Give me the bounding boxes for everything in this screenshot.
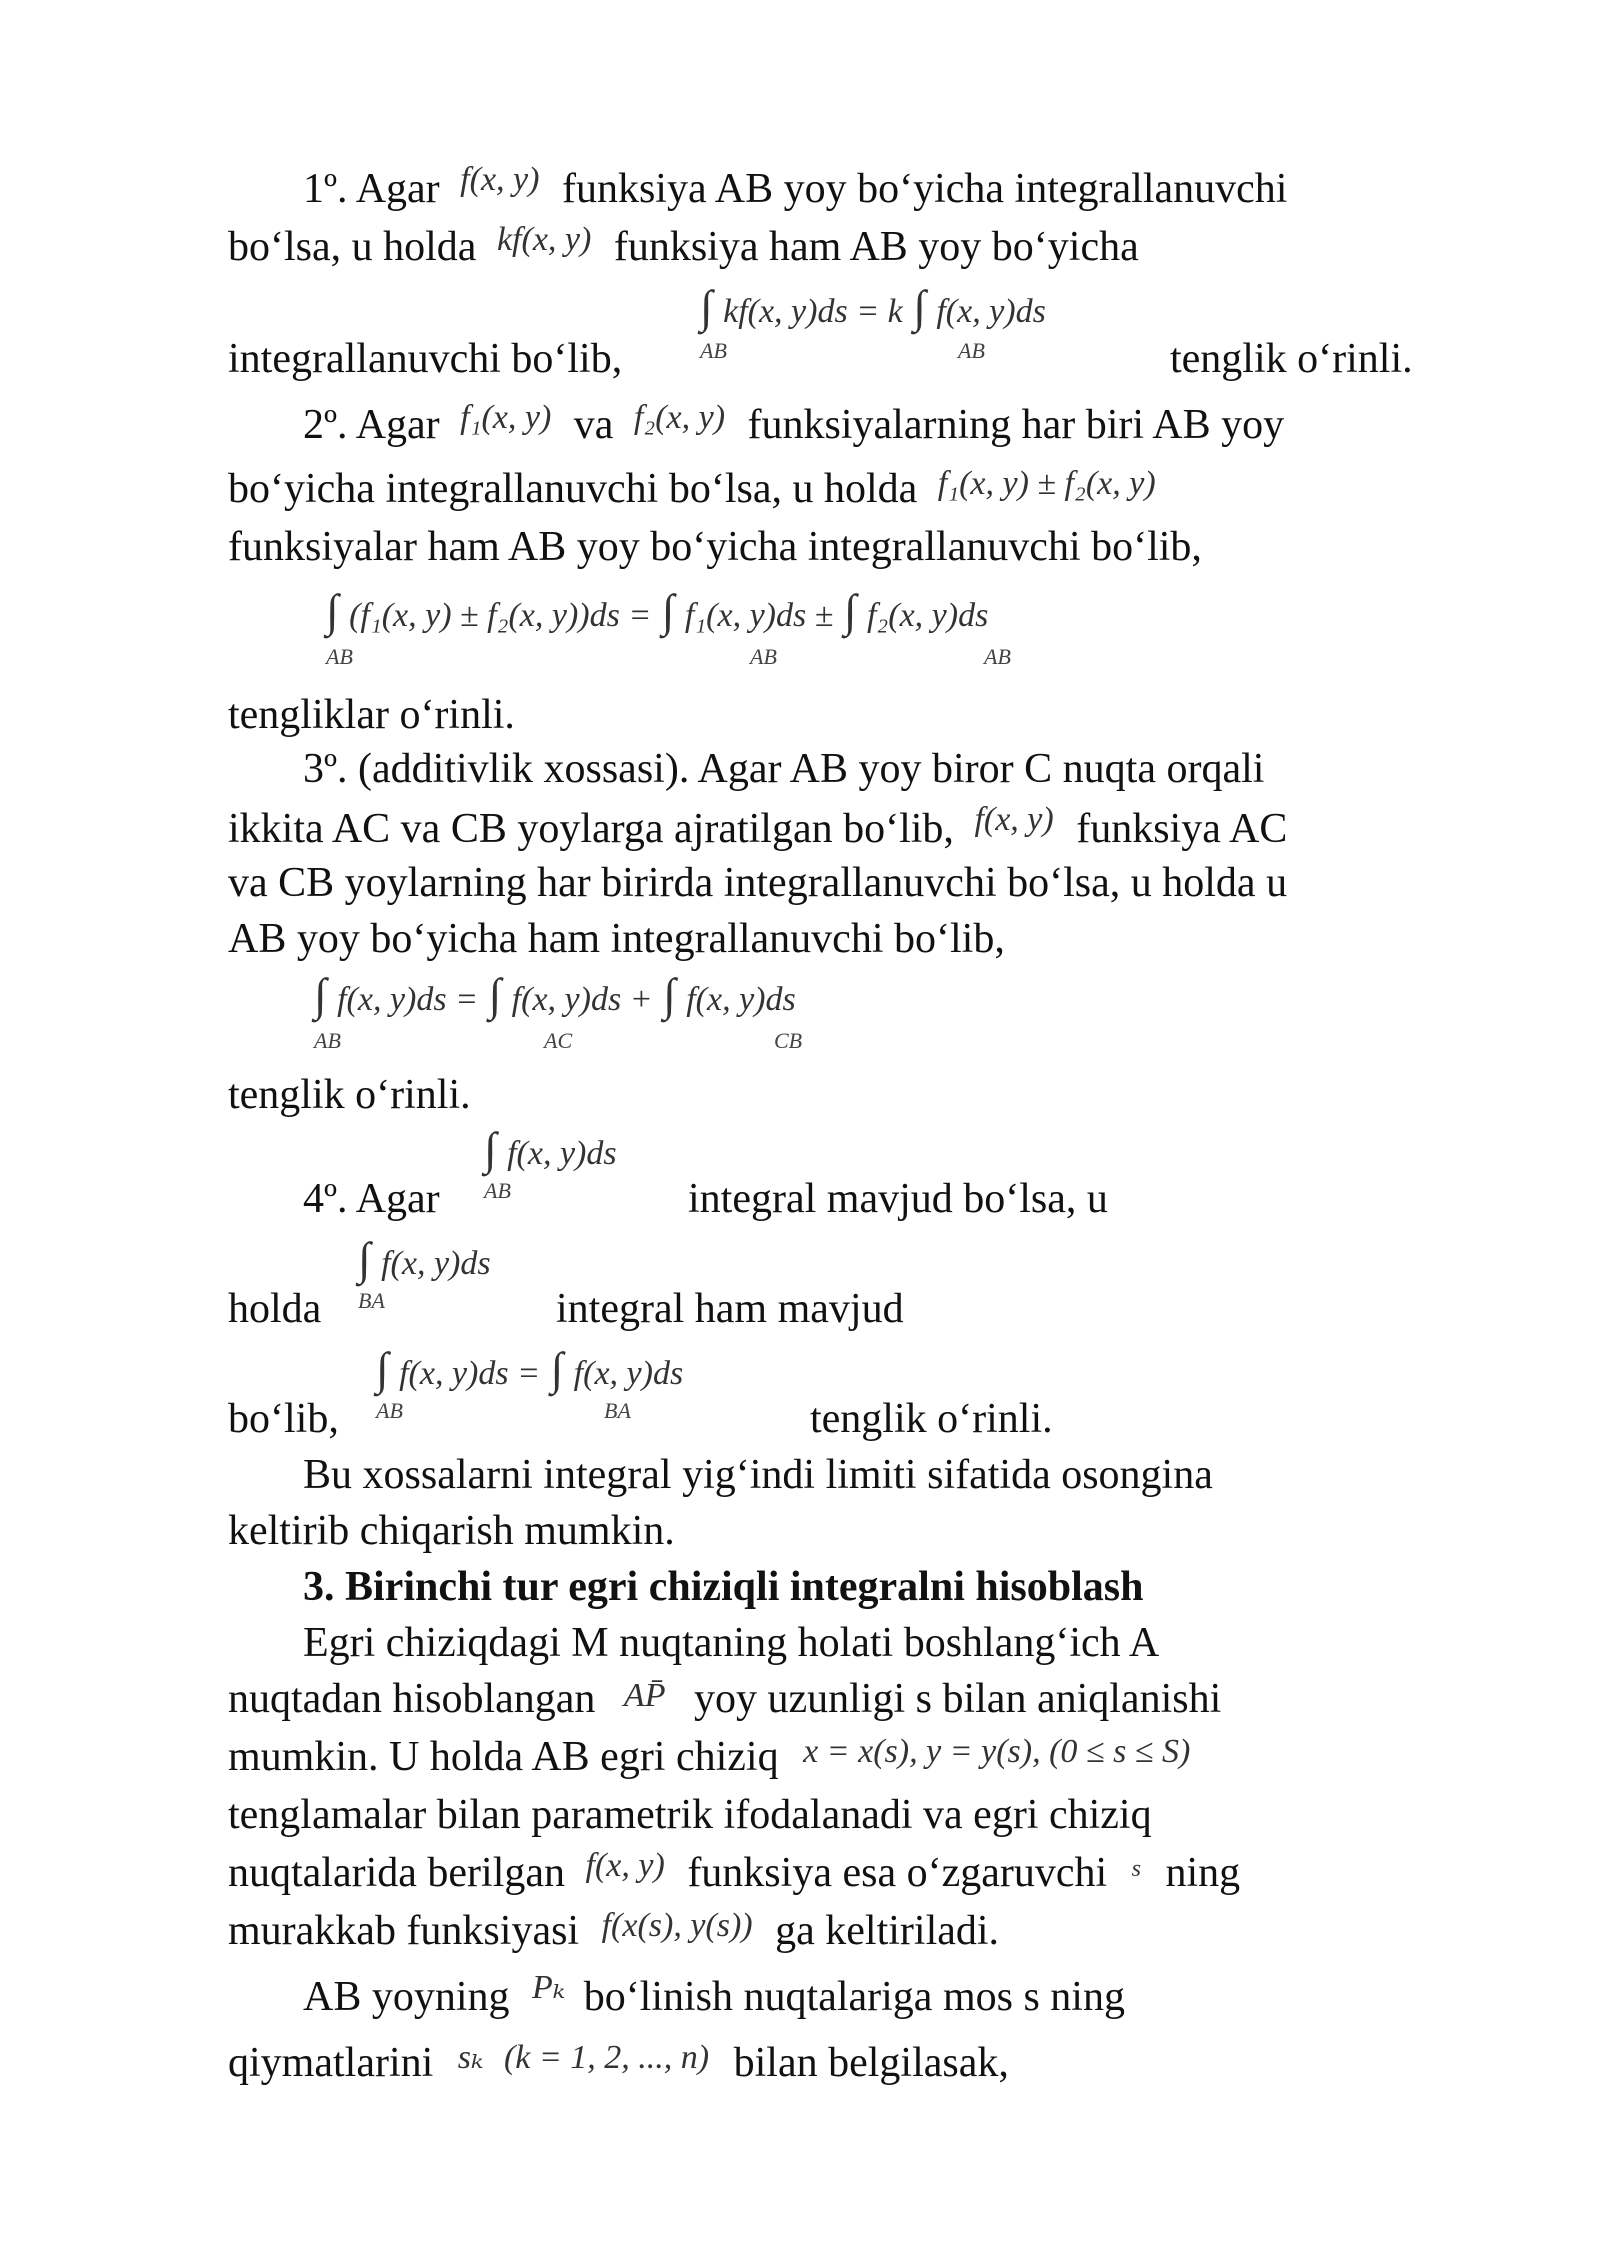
text-line (228, 465, 1156, 512)
text-line (228, 526, 1202, 568)
integral-sign: ∫ (663, 969, 676, 1020)
math-expr: f(x, y)ds (686, 981, 796, 1018)
text-line (228, 1288, 321, 1330)
text: ga keltiriladi. (775, 1908, 1000, 1954)
text: integral ham mavjud (556, 1286, 904, 1332)
math-f1: f₁(x, y) (460, 399, 552, 436)
text-line (303, 748, 1264, 790)
math-krange: (k = 1, 2, ..., n) (503, 2039, 710, 2076)
math-expr: f(x, y)ds (507, 1135, 617, 1172)
math-expr: f(x, y)ds (573, 1355, 684, 1392)
text: Bu xossalarni integral yig‘indi limiti sifatida osongina (303, 1452, 1213, 1498)
text: qiymatlarini (228, 2040, 434, 2086)
text-line (303, 1454, 1213, 1496)
text: tengliklar o‘rinli. (228, 692, 515, 738)
text: mumkin. U holda AB egri chiziq (228, 1734, 779, 1780)
math-expr: kf(x, y)ds = k (723, 293, 903, 330)
text-line (228, 1074, 471, 1116)
text: nuqtadan hisoblangan (228, 1676, 596, 1722)
text: AB yoyning (303, 1974, 510, 2020)
integral-sign: ∫ (326, 585, 339, 636)
math-expr: f(x, y)ds (381, 1245, 491, 1282)
integral-sign: ∫ (358, 1233, 371, 1284)
math-fxsys: f(x(s), y(s)) (601, 1907, 753, 1944)
subscript: AB (700, 338, 727, 363)
text: funksiyalarning har biri AB yoy (747, 402, 1285, 448)
text: funksiyalar ham AB yoy bo‘yicha integrallanuvchi bo‘lib, (228, 524, 1202, 570)
text: va CB yoylarning har birirda integrallanuvchi bo‘lsa, u holda u (228, 860, 1288, 906)
math-kf: kf(x, y) (496, 221, 592, 258)
text: tenglik o‘rinli. (228, 1072, 471, 1118)
text-line (303, 1178, 440, 1220)
text-line (228, 1510, 675, 1552)
math-f: f(x, y) (460, 161, 540, 198)
integral-sign: ∫ (488, 969, 502, 1020)
text: AB yoy bo‘yicha ham integrallanuvchi bo‘lib, (228, 916, 1005, 962)
text-line (228, 801, 1288, 852)
text-line (228, 1733, 1191, 1780)
subscript: BA (604, 1398, 631, 1423)
text: integral mavjud bo‘lsa, u (688, 1176, 1108, 1222)
equation-2 (326, 584, 1011, 669)
section-heading (303, 1566, 1143, 1608)
math-f1-pm-f2: f₁(x, y) ± f₂(x, y) (937, 465, 1156, 502)
text-line (303, 1622, 1159, 1664)
math-expr: f₂(x, y)ds (866, 597, 989, 634)
text: bo‘lsa, u holda (228, 224, 477, 270)
subscript: AC (544, 1028, 573, 1053)
math-f2: f₂(x, y) (633, 399, 726, 436)
text: tenglik o‘rinli. (810, 1396, 1053, 1442)
math-expr: f(x, y)ds = (399, 1355, 541, 1392)
text-line (303, 161, 1288, 212)
math-sk: sₖ (457, 2039, 484, 2076)
text-line (228, 1847, 1241, 1896)
integral-sign: ∫ (314, 969, 327, 1020)
text: ikkita AC va CB yoylarga ajratilgan bo‘lib, (228, 806, 954, 852)
text: holda (228, 1286, 322, 1332)
math-f: f(x, y) (585, 1847, 665, 1884)
text: bilan belgilasak, (733, 2040, 1009, 2086)
text: funksiya AB yoy bo‘yicha integrallanuvchi (561, 166, 1288, 212)
equation-1 (700, 280, 1046, 363)
integral-sign: ∫ (550, 1343, 564, 1394)
text-line (303, 399, 1285, 448)
text: nuqtalarida berilgan (228, 1850, 566, 1896)
text: yoy uzunligi s bilan aniqlanishi (693, 1676, 1222, 1722)
text: 1º. Agar (303, 166, 440, 212)
integral-sign: ∫ (700, 281, 713, 332)
math-pk: Pₖ (532, 1969, 566, 2006)
text-line (1170, 338, 1413, 380)
text: tenglik o‘rinli. (1170, 336, 1413, 382)
text: va (573, 402, 614, 448)
heading-text: 3. Birinchi tur egri chiziqli integralni hisoblash (303, 1564, 1144, 1610)
text-line (556, 1288, 904, 1330)
text-line (228, 221, 1139, 270)
subscript: AB (376, 1398, 403, 1423)
equation-4c (376, 1342, 684, 1423)
integral-sign: ∫ (484, 1123, 497, 1174)
subscript: AB (750, 644, 777, 669)
text: integrallanuvchi bo‘lib, (228, 336, 623, 382)
text: ning (1165, 1850, 1241, 1896)
text-line (228, 694, 515, 736)
subscript: BA (358, 1288, 385, 1313)
math-arc: AP̄ (623, 1677, 666, 1714)
text: 4º. Agar (303, 1176, 440, 1222)
text-line (228, 1398, 339, 1440)
math-expr: f(x, y)ds + (511, 981, 653, 1018)
subscript: AB (314, 1028, 341, 1053)
integral-sign: ∫ (843, 585, 857, 636)
text-line (228, 862, 1287, 904)
text: 3º. (additivlik xossasi). Agar AB yoy biror C nuqta orqali (303, 746, 1265, 792)
text-line (688, 1178, 1108, 1220)
integral-sign: ∫ (661, 585, 675, 636)
equation-4b (358, 1232, 491, 1313)
text: funksiya esa o‘zgaruvchi (687, 1850, 1108, 1896)
text: funksiya ham AB yoy bo‘yicha (613, 224, 1139, 270)
integral-sign: ∫ (376, 1343, 389, 1394)
text: Egri chiziqdagi M nuqtaning holati boshlang‘ich A (303, 1620, 1160, 1666)
text-line (228, 1907, 1000, 1954)
subscript: AB (326, 644, 353, 669)
text-line (810, 1398, 1053, 1440)
text-line (228, 918, 1005, 960)
math-param: x = x(s), y = y(s), (0 ≤ s ≤ S) (803, 1733, 1191, 1770)
text-line (228, 2039, 1009, 2086)
subscript: AB (484, 1178, 511, 1203)
math-expr: f(x, y)ds (936, 293, 1046, 330)
math-s: s (1131, 1856, 1141, 1882)
subscript: AB (984, 644, 1011, 669)
math-f: f(x, y) (974, 801, 1054, 838)
subscript: CB (774, 1028, 803, 1053)
text: keltirib chiqarish mumkin. (228, 1508, 675, 1554)
text-line (228, 1678, 1221, 1720)
text: bo‘linish nuqtalariga mos s ning (583, 1974, 1125, 2020)
text: bo‘yicha integrallanuvchi bo‘lsa, u holda (228, 466, 918, 512)
text: tenglamalar bilan parametrik ifodalanadi va egri chiziq (228, 1792, 1152, 1838)
math-expr: f(x, y)ds = (337, 981, 479, 1018)
text: 2º. Agar (303, 402, 440, 448)
text-line (303, 1969, 1125, 2020)
integral-sign: ∫ (913, 281, 926, 332)
math-expr: f₁(x, y)ds ± (684, 597, 834, 634)
text-line (228, 1794, 1152, 1836)
math-expr: (f₁(x, y) ± f₂(x, y))ds = (349, 597, 652, 634)
text: bo‘lib, (228, 1396, 339, 1442)
equation-4a (484, 1122, 617, 1203)
equation-3 (314, 968, 803, 1053)
text: funksiya AC (1076, 806, 1288, 852)
text: murakkab funksiyasi (228, 1908, 580, 1954)
subscript: AB (958, 338, 985, 363)
text-line (228, 338, 622, 380)
